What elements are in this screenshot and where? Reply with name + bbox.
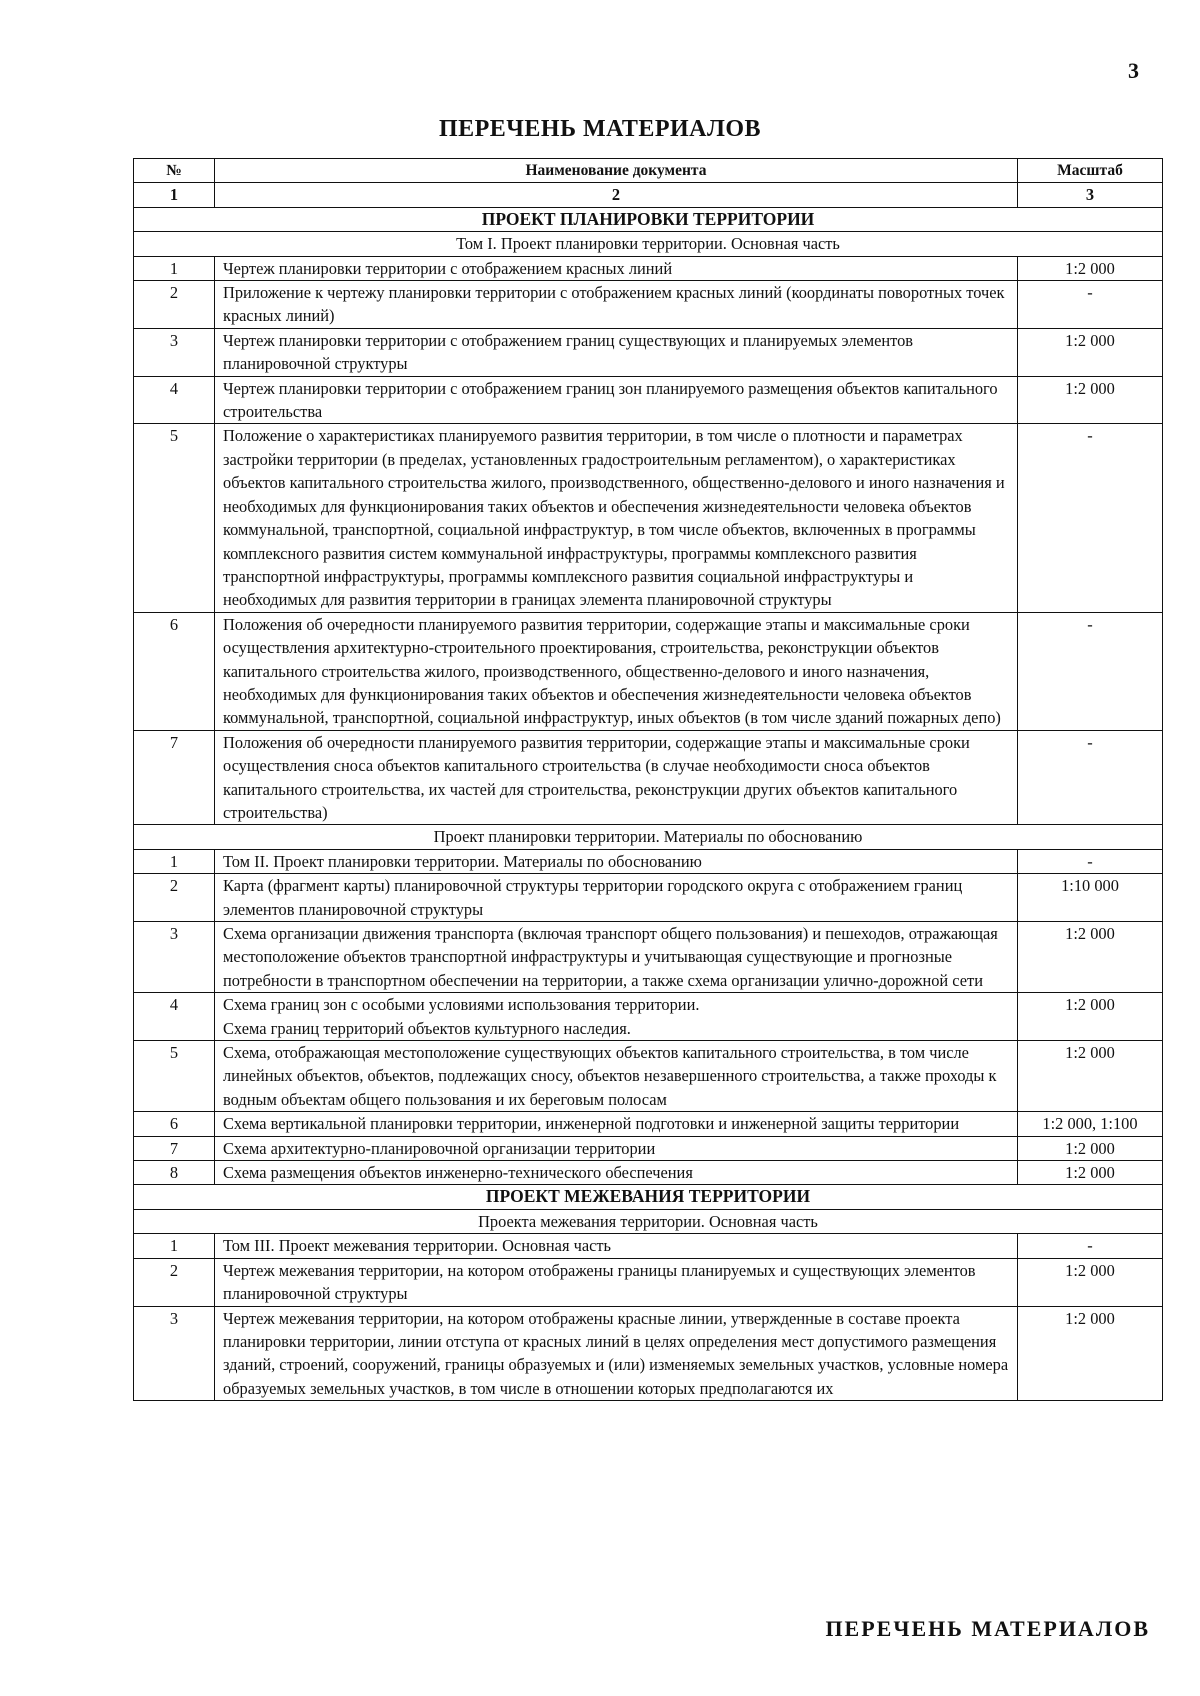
document-name: Карта (фрагмент карты) планировочной структуры территории городского округа с отображением границ элементов планировочной структуры	[215, 874, 1018, 922]
table-row	[134, 1161, 1163, 1185]
document-scale: 1:2 000	[1018, 1306, 1163, 1401]
document-name: Схема организации движения транспорта (включая транспорт общего пользования) и пешеходов, отражающая местоположение объектов транспортной инфраструктуры и учитывающая существующие и прогнозные потребности в транспортном обеспечении на территории, а также схема организации улично-дорожной сети	[215, 922, 1018, 993]
row-number: 2	[134, 1258, 215, 1306]
table-row	[134, 424, 1163, 612]
row-number: 5	[134, 1041, 215, 1112]
document-scale: -	[1018, 281, 1163, 329]
subsection-heading-row	[134, 825, 1163, 849]
document-scale: 1:2 000	[1018, 376, 1163, 424]
row-number: 1	[134, 1234, 215, 1258]
table-row	[134, 922, 1163, 993]
document-scale: 1:2 000	[1018, 328, 1163, 376]
row-number: 8	[134, 1161, 215, 1185]
index-cell: 3	[1018, 183, 1163, 207]
row-number: 1	[134, 256, 215, 280]
row-number: 3	[134, 1306, 215, 1401]
header-num: №	[134, 159, 215, 183]
subsection-heading: Том I. Проект планировки территории. Основная часть	[134, 232, 1163, 256]
page-number: 3	[1128, 58, 1139, 83]
footer-label: ПЕРЕЧЕНЬ МАТЕРИАЛОВ	[825, 1616, 1150, 1641]
row-number: 7	[134, 1136, 215, 1160]
row-number: 4	[134, 376, 215, 424]
table-row	[134, 1136, 1163, 1160]
document-name: Положения об очередности планируемого развития территории, содержащие этапы и максимальные сроки осуществления сноса объектов капитального строительства (в случае необходимости сноса объектов капитального строительства, их частей для строительства, реконструкции других объектов капитального строительства)	[215, 730, 1018, 825]
row-number: 6	[134, 612, 215, 730]
section-heading: ПРОЕКТ МЕЖЕВАНИЯ ТЕРРИТОРИИ	[134, 1185, 1163, 1209]
row-number: 3	[134, 922, 215, 993]
row-number: 5	[134, 424, 215, 612]
table-row	[134, 730, 1163, 825]
document-name: Чертеж межевания территории, на котором отображены красные линии, утвержденные в составе проекта планировки территории, линии отступа от красных линий в целях определения мест допустимого размещения зданий, строений, сооружений, границы образуемых и (или) изменяемых земельных участков, условные номера образуемых земельных участков, в том числе в отношении которых предполагаются их	[215, 1306, 1018, 1401]
section-heading-row	[134, 1185, 1163, 1209]
section-heading-row	[134, 207, 1163, 231]
document-name: Чертеж планировки территории с отображением границ существующих и планируемых элементов планировочной структуры	[215, 328, 1018, 376]
document-scale: -	[1018, 612, 1163, 730]
materials-table	[133, 158, 1163, 1401]
row-number: 2	[134, 281, 215, 329]
row-number: 6	[134, 1112, 215, 1136]
document-scale: 1:2 000	[1018, 256, 1163, 280]
subsection-heading-row	[134, 232, 1163, 256]
table-row	[134, 612, 1163, 730]
table-row	[134, 281, 1163, 329]
document-scale: 1:2 000	[1018, 1136, 1163, 1160]
document-scale: 1:2 000, 1:100	[1018, 1112, 1163, 1136]
document-name: Схема вертикальной планировки территории, инженерной подготовки и инженерной защиты территории	[215, 1112, 1018, 1136]
table-row	[134, 993, 1163, 1041]
index-row	[134, 183, 1163, 207]
document-name: Схема размещения объектов инженерно-технического обеспечения	[215, 1161, 1018, 1185]
document-name: Схема архитектурно-планировочной организации территории	[215, 1136, 1018, 1160]
document-scale: -	[1018, 849, 1163, 873]
document-scale: 1:10 000	[1018, 874, 1163, 922]
table-row	[134, 849, 1163, 873]
document-scale: -	[1018, 730, 1163, 825]
document-name: Том III. Проект межевания территории. Основная часть	[215, 1234, 1018, 1258]
subsection-heading: Проект планировки территории. Материалы по обоснованию	[134, 825, 1163, 849]
table-row	[134, 874, 1163, 922]
document-scale: 1:2 000	[1018, 922, 1163, 993]
document-scale: 1:2 000	[1018, 993, 1163, 1041]
document-scale: 1:2 000	[1018, 1161, 1163, 1185]
index-cell: 2	[215, 183, 1018, 207]
row-number: 7	[134, 730, 215, 825]
table-row	[134, 1258, 1163, 1306]
subsection-heading: Проекта межевания территории. Основная часть	[134, 1209, 1163, 1233]
table-row	[134, 1041, 1163, 1112]
document-name: Схема, отображающая местоположение существующих объектов капитального строительства, в том числе линейных объектов, объектов, подлежащих сносу, объектов незавершенного строительства, а также проходы к водным объектам общего пользования и их береговым полосам	[215, 1041, 1018, 1112]
row-number: 4	[134, 993, 215, 1041]
subsection-heading-row	[134, 1209, 1163, 1233]
table-row	[134, 1234, 1163, 1258]
document-name: Схема границ зон с особыми условиями использования территории. Схема границ территорий объектов культурного наследия.	[215, 993, 1018, 1041]
document-scale: -	[1018, 424, 1163, 612]
document-name: Приложение к чертежу планировки территории с отображением красных линий (координаты поворотных точек красных линий)	[215, 281, 1018, 329]
table-row	[134, 256, 1163, 280]
document-name: Положения об очередности планируемого развития территории, содержащие этапы и максимальные сроки осуществления архитектурно-строительного проектирования, строительства, реконструкции объектов капитального строительства жилого, производственного, общественно-делового и иного назначения, необходимых для функционирования таких объектов и обеспечения жизнедеятельности человека объектов коммунальной, транспортной, социальной инфраструктур, иных объектов (в том числе зданий пожарных депо)	[215, 612, 1018, 730]
header-scale: Масштаб	[1018, 159, 1163, 183]
table-row	[134, 1306, 1163, 1401]
document-title: ПЕРЕЧЕНЬ МАТЕРИАЛОВ	[438, 116, 762, 142]
document-scale: 1:2 000	[1018, 1041, 1163, 1112]
row-number: 1	[134, 849, 215, 873]
row-number: 3	[134, 328, 215, 376]
header-row	[134, 159, 1163, 183]
document-scale: -	[1018, 1234, 1163, 1258]
table-row	[134, 1112, 1163, 1136]
document-scale: 1:2 000	[1018, 1258, 1163, 1306]
document-name: Чертеж планировки территории с отображением красных линий	[215, 256, 1018, 280]
table-row	[134, 328, 1163, 376]
document-name: Чертеж межевания территории, на котором отображены границы планируемых и существующих элементов планировочной структуры	[215, 1258, 1018, 1306]
document-name: Том II. Проект планировки территории. Материалы по обоснованию	[215, 849, 1018, 873]
row-number: 2	[134, 874, 215, 922]
document-name: Чертеж планировки территории с отображением границ зон планируемого размещения объектов капитального строительства	[215, 376, 1018, 424]
index-cell: 1	[134, 183, 215, 207]
table-row	[134, 376, 1163, 424]
section-heading: ПРОЕКТ ПЛАНИРОВКИ ТЕРРИТОРИИ	[134, 207, 1163, 231]
document-name: Положение о характеристиках планируемого развития территории, в том числе о плотности и параметрах застройки территории (в пределах, установленных градостроительным регламентом), о характеристиках объектов капитального строительства жилого, производственного, общественно-делового и иного назначения и необходимых для функционирования таких объектов и обеспечения жизнедеятельности человека объектов коммунальной, транспортной, социальной инфраструктур, в том числе объектов, включенных в программы комплексного развития систем коммунальной инфраструктуры, программы комплексного развития транспортной инфраструктуры, программы комплексного развития социальной инфраструктуры и необходимых для развития территории в границах элемента планировочной структуры	[215, 424, 1018, 612]
header-name: Наименование документа	[215, 159, 1018, 183]
